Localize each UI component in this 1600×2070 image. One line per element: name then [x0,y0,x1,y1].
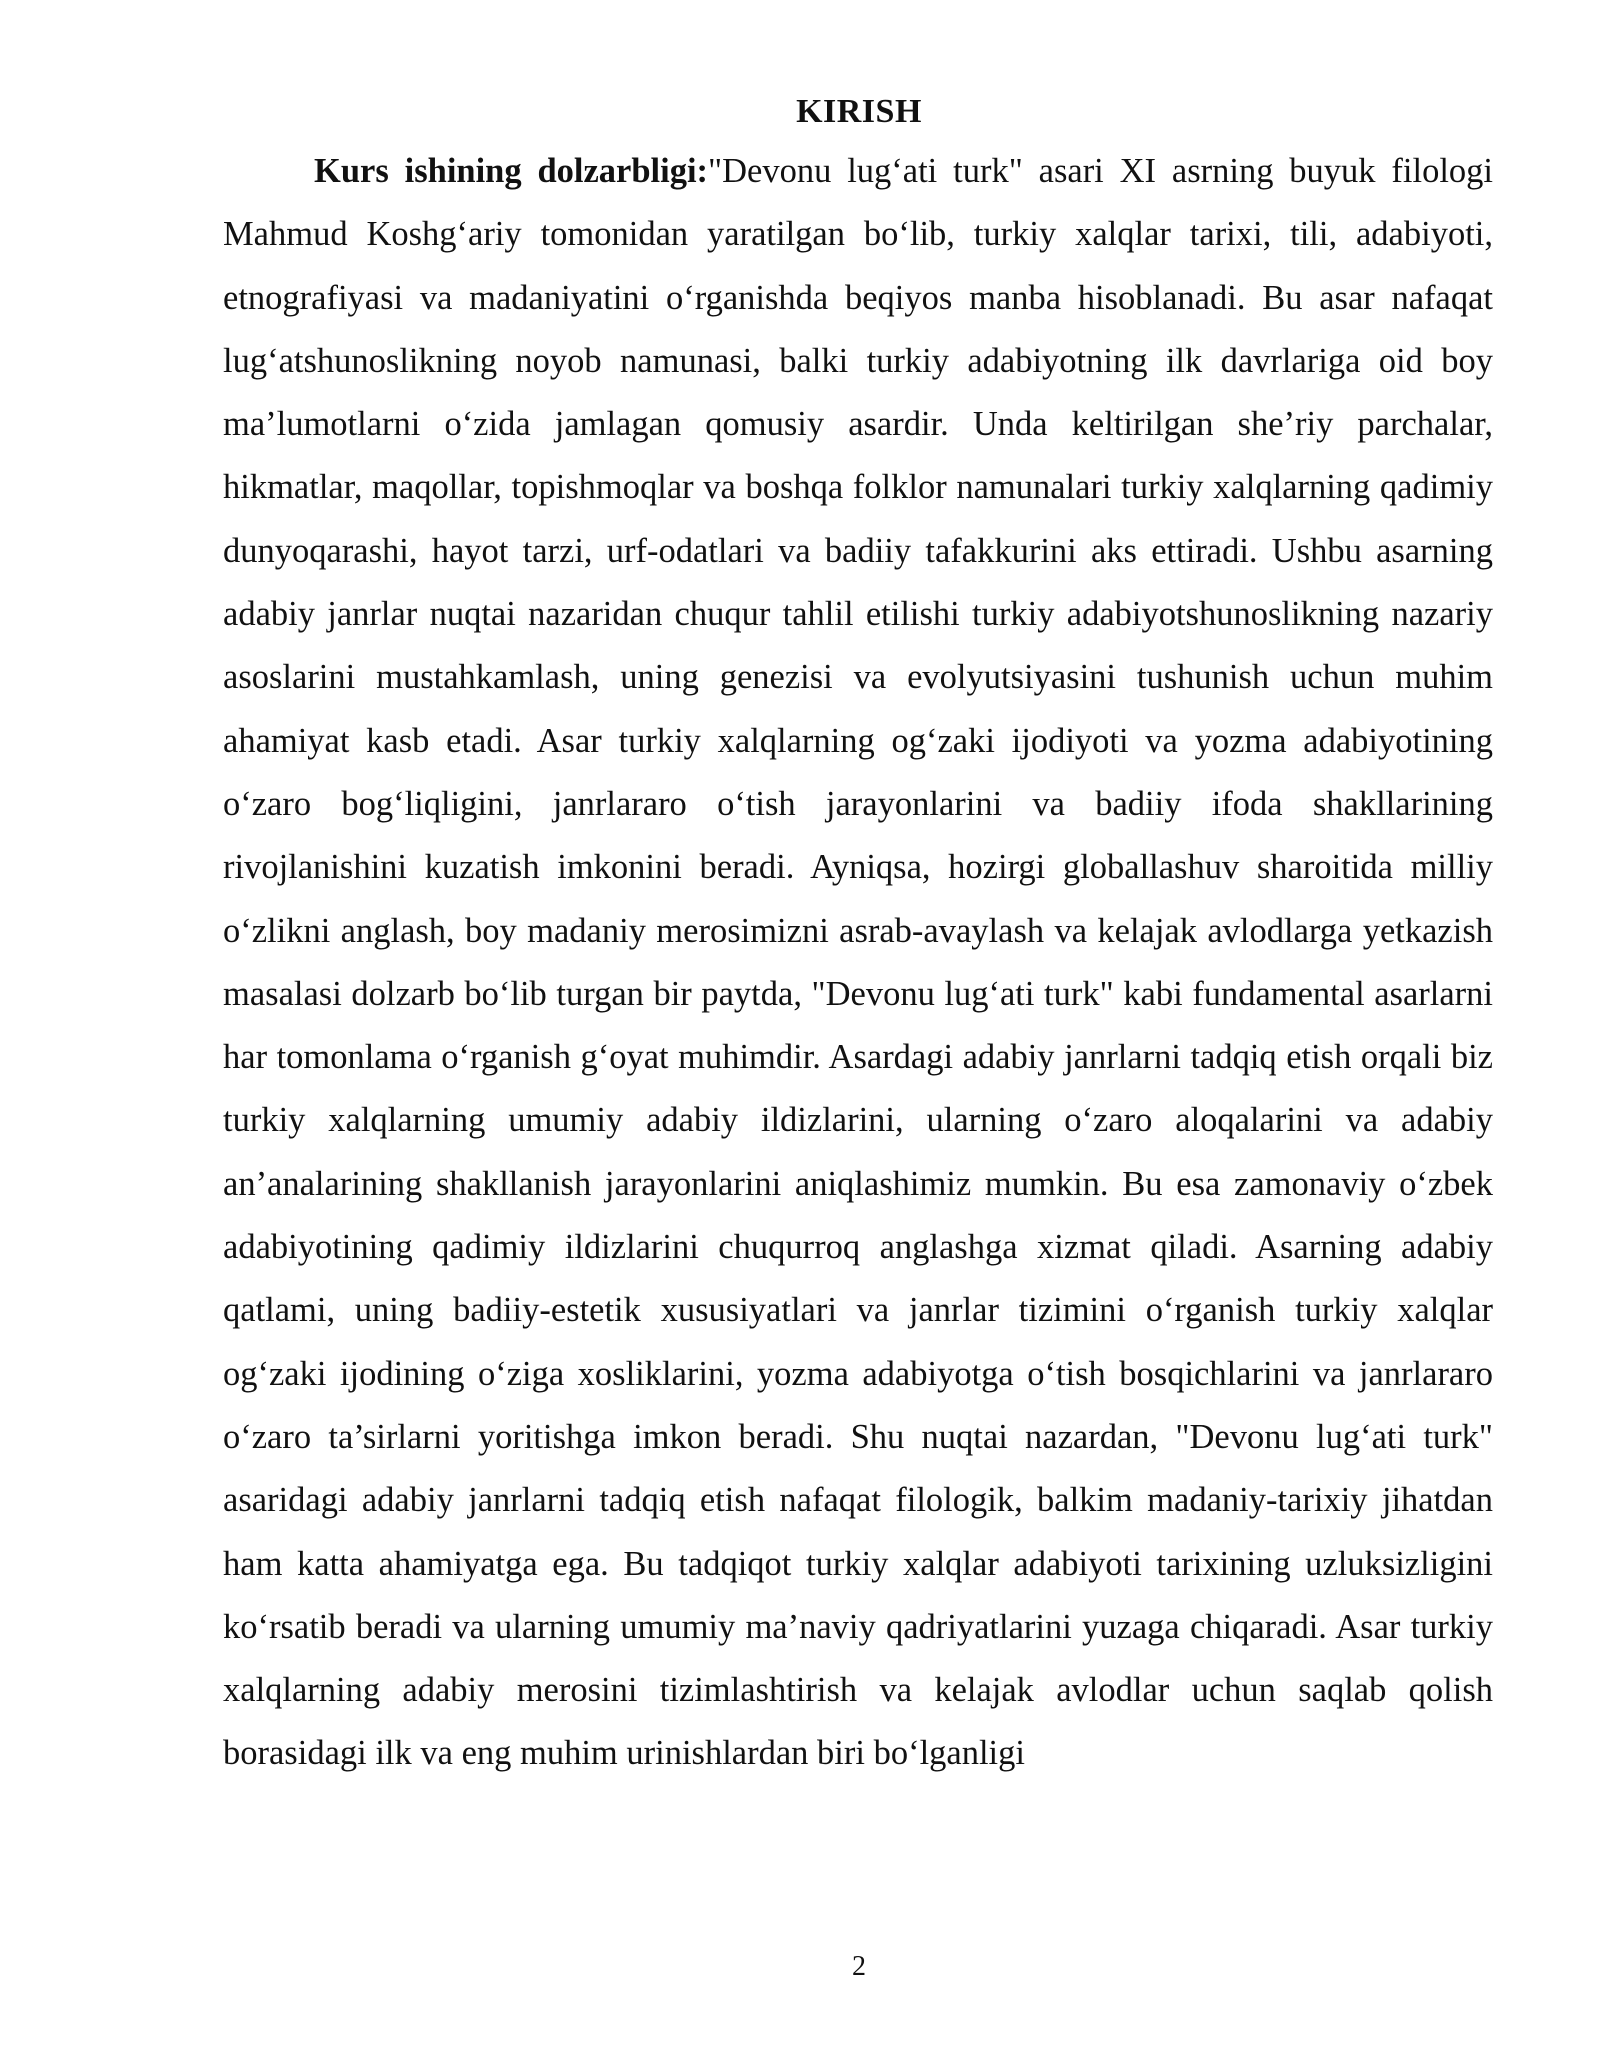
body-paragraph [223,140,1493,1786]
page-title: KIRISH [796,93,922,130]
lead-label: Kurs ishining dolzarbligi: [314,152,709,190]
page-number: 2 [852,1951,866,1982]
paragraph-text: "Devonu lug‘ati turk" asari XI asrning buyuk filologi Mahmud Koshg‘ariy tomonidan yaratilgan bo‘lib, turkiy xalqlar tarixi, tili, adabiyoti, etnografiyasi va madaniyatini o‘rganishda beqiyos manba hisoblanadi. Bu asar nafaqat lug‘atshunoslikning noyob namunasi, balki turkiy adabiyotning ilk davrlariga oid boy ma’lumotlarni o‘zida jamlagan qomusiy asardir. Unda keltirilgan she’riy parchalar, hikmatlar, maqollar, topishmoqlar va boshqa folklor namunalari turkiy xalqlarning qadimiy dunyoqarashi, hayot tarzi, urf-odatlari va badiiy tafakkurini aks ettiradi. Ushbu asarning adabiy janrlar nuqtai nazaridan chuqur tahlil etilishi turkiy adabiyotshunoslikning nazariy asoslarini mustahkamlash, uning genezisi va evolyutsiyasini tushunish uchun muhim ahamiyat kasb etadi. Asar turkiy xalqlarning og‘zaki ijodiyoti va yozma adabiyotining o‘zaro bog‘liqligini, janrlararo o‘tish jarayonlarini va badiiy ifoda shakllarining rivojlanishini kuzatish imkonini beradi. Ayniqsa, hozirgi globallashuv sharoitida milliy o‘zlikni anglash, boy madaniy merosimizni asrab-avaylash va kelajak avlodlarga yetkazish masalasi dolzarb bo‘lib turgan bir paytda, "Devonu lug‘ati turk" kabi fundamental asarlarni har tomonlama o‘rganish g‘oyat muhimdir. Asardagi adabiy janrlarni tadqiq etish orqali biz turkiy xalqlarning umumiy adabiy ildizlarini, ularning o‘zaro aloqalarini va adabiy an’analarining shakllanish jarayonlarini aniqlashimiz mumkin. Bu esa zamonaviy o‘zbek adabiyotining qadimiy ildizlarini chuqurroq anglashga xizmat qiladi. Asarning adabiy qatlami, uning badiiy-estetik xususiyatlari va janrlar tizimini o‘rganish turkiy xalqlar og‘zaki ijodining o‘ziga xosliklarini, yozma adabiyotga o‘tish bosqichlarini va janrlararo o‘zaro ta’sirlarni yoritishga imkon beradi. Shu nuqtai nazardan, "Devonu lug‘ati turk" asaridagi adabiy janrlarni tadqiq etish nafaqat filologik, balkim madaniy-tarixiy jihatdan ham katta ahamiyatga ega. Bu tadqiqot turkiy xalqlar adabiyoti tarixining uzluksizligini ko‘rsatib beradi va ularning umumiy ma’naviy qadriyatlarini yuzaga chiqaradi. Asar turkiy xalqlarning adabiy merosini tizimlashtirish va kelajak avlodlar uchun saqlab qolish borasidagi ilk va eng muhim urinishlardan biri bo‘lganligi [223,152,1493,1773]
